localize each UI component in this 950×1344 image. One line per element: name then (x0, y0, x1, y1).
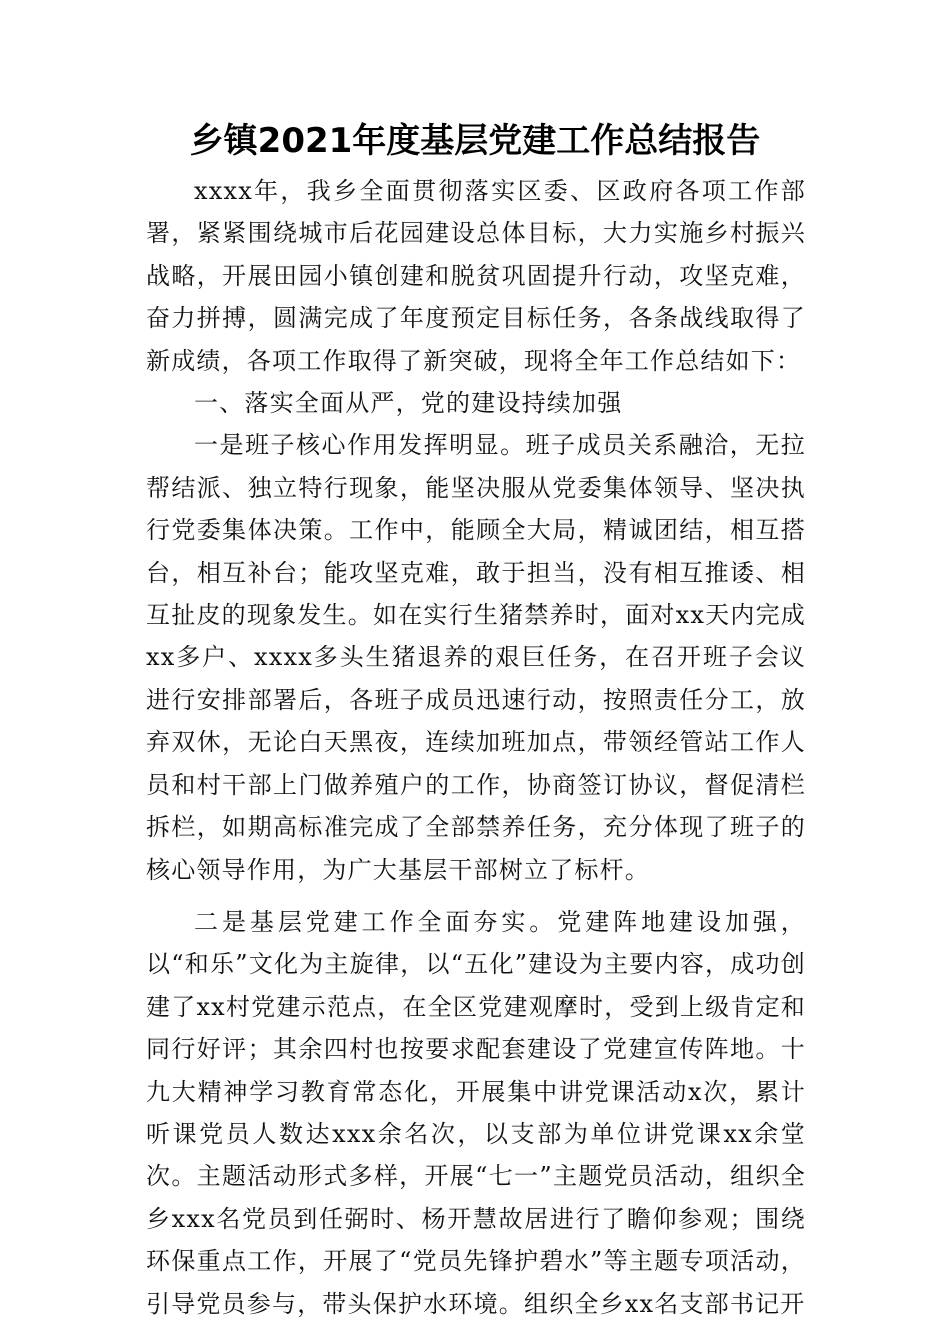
document-title: 乡镇2021年度基层党建工作总结报告 (189, 121, 761, 161)
document-body (146, 170, 806, 1325)
section-heading: 一、落实全面从严，党的建设持续加强 (194, 389, 623, 418)
intro-paragraph: xxxx年，我乡全面贯彻落实区委、区政府各项工作部署，紧紧围绕城市后花园建设总体目标，大力实施乡村振兴战略，开展田园小镇创建和脱贫巩固提升行动，攻坚克难，奋力拼搏，圆满完成了年度预定目标任务，各条战线取得了新成绩，各项工作取得了新突破，现将全年工作总结如下： (146, 177, 806, 375)
body-paragraph: 二是基层党建工作全面夯实。党建阵地建设加强，以“和乐”文化为主旋律，以“五化”建设为主要内容，成功创建了xx村党建示范点，在全区党建观摩时，受到上级肯定和同行好评；其余四村也按要求配套建设了党建宣传阵地。十九大精神学习教育常态化，开展集中讲党课活动x次，累计听课党员人数达xxx余名次，以支部为单位讲党课xx余堂次。主题活动形式多样，开展“七一”主题党员活动，组织全乡xxx名党员到任弼时、杨开慧故居进行了瞻仰参观；围绕环保重点工作，开展了“党员先锋护碧水”等主题专项活动，引导党员参与，带头保护水环境。组织全乡xx名支部书记开 (146, 907, 806, 1318)
body-paragraph: 一是班子核心作用发挥明显。班子成员关系融洽，无拉帮结派、独立特行现象，能坚决服从党委集体领导、坚决执行党委集体决策。工作中，能顾全大局，精诚团结，相互搭台，相互补台；能攻坚克难，敢于担当，没有相互推诿、相互扯皮的现象发生。如在实行生猪禁养时，面对xx天内完成xx多户、xxxx多头生猪退养的艰巨任务，在召开班子会议进行安排部署后，各班子成员迅速行动，按照责任分工，放弃双休，无论白天黑夜，连续加班加点，带领经管站工作人员和村干部上门做养殖户的工作，协商签订协议，督促清栏拆栏，如期高标准完成了全部禁养任务，充分体现了班子的核心领导作用，为广大基层干部树立了标杆。 (146, 431, 806, 884)
